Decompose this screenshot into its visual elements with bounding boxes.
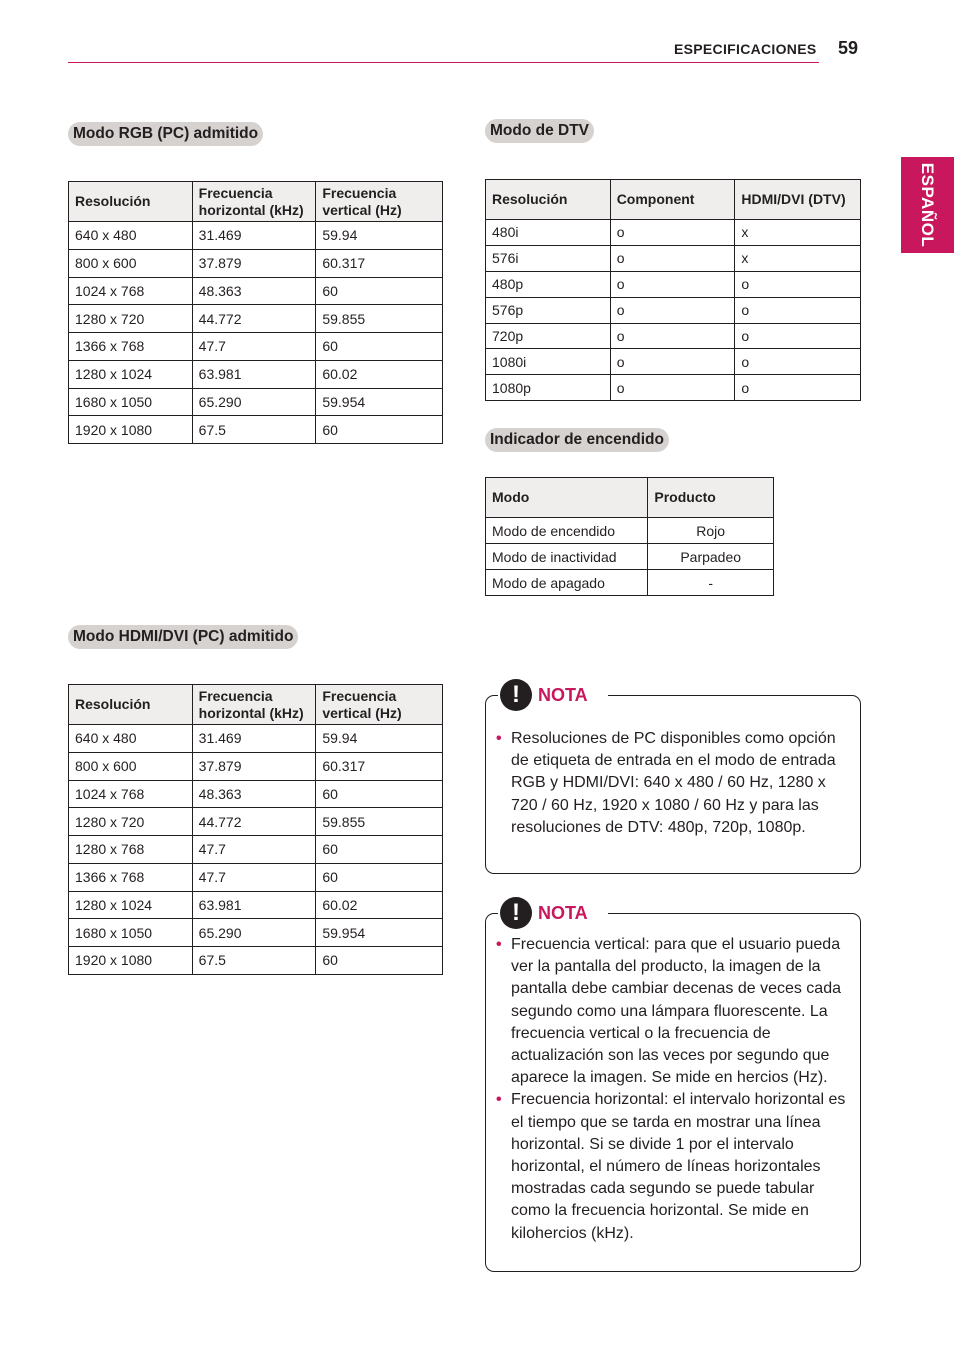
note-label: NOTA <box>538 903 588 923</box>
table-row <box>486 544 774 570</box>
column-header: Modo <box>486 478 648 518</box>
table-row <box>69 863 443 891</box>
table-cell: 59.94 <box>316 725 443 753</box>
table-cell: 60 <box>316 277 443 305</box>
table-cell: 65.290 <box>192 388 316 416</box>
note-item: • Resoluciones de PC disponibles como opción de etiqueta de entrada en el modo de entrada RGB y HDMI/DVI: 640 x 480 / 60 Hz, 1280 x 720 / 60 Hz, 1920 x 1080 / 60 Hz y para las resoluciones de DTV: 480p, 720p, 1080p. <box>496 730 836 836</box>
table-cell: o <box>610 375 735 401</box>
table-cell: 60 <box>316 416 443 444</box>
column-header: Frecuencia vertical (Hz) <box>316 685 443 725</box>
table-cell: o <box>610 220 735 246</box>
table-cell: 1280 x 1024 <box>69 360 193 388</box>
table-header-row <box>486 478 774 518</box>
column-header: Producto <box>648 478 774 518</box>
header-rule <box>68 62 819 63</box>
column-header: HDMI/DVI (DTV) <box>735 180 861 220</box>
hdmi-table <box>68 684 443 975</box>
table-cell: 1920 x 1080 <box>69 947 193 975</box>
table-row <box>69 333 443 361</box>
table-cell: 67.5 <box>192 947 316 975</box>
table-row <box>486 271 861 297</box>
note-list <box>496 728 846 839</box>
table-cell: 1280 x 720 <box>69 305 193 333</box>
table-cell: Parpadeo <box>648 544 774 570</box>
table-row <box>69 416 443 444</box>
power-table <box>485 477 774 596</box>
table-cell: 1024 x 768 <box>69 277 193 305</box>
table-cell: o <box>610 271 735 297</box>
rgb-table-body <box>69 222 443 444</box>
table-row <box>486 323 861 349</box>
table-row <box>69 780 443 808</box>
table-cell: o <box>735 349 861 375</box>
table-cell: 60.317 <box>316 752 443 780</box>
table-cell: 48.363 <box>192 277 316 305</box>
table-row <box>69 360 443 388</box>
table-cell: 60 <box>316 780 443 808</box>
table-cell: 65.290 <box>192 919 316 947</box>
table-row <box>486 245 861 271</box>
table-cell: x <box>735 245 861 271</box>
note-label: NOTA <box>538 685 588 705</box>
table-cell: 1080p <box>486 375 611 401</box>
table-row <box>69 808 443 836</box>
table-header-row <box>486 180 861 220</box>
exclamation-icon: ! <box>500 679 532 711</box>
table-cell: Modo de apagado <box>486 570 648 596</box>
table-row <box>69 752 443 780</box>
table-cell: o <box>735 297 861 323</box>
note-heading <box>498 677 608 713</box>
table-cell: 63.981 <box>192 891 316 919</box>
table-cell: 480p <box>486 271 611 297</box>
note-item: • Frecuencia vertical: para que el usuario pueda ver la pantalla del producto, la imagen de la pantalla debe cambiar decenas de veces cada segundo como una lámpara fluorescente. La frecuencia vertical o la frecuencia de actualización son las veces por segundo que aparece la imagen. Se mide en hercios (Hz). <box>496 936 841 1087</box>
table-cell: 576p <box>486 297 611 323</box>
dtv-table <box>485 179 861 401</box>
rgb-section-title: Modo RGB (PC) admitido <box>68 122 263 146</box>
table-row <box>69 919 443 947</box>
dtv-table-body <box>486 220 861 401</box>
table-cell: 47.7 <box>192 863 316 891</box>
table-header-row <box>69 685 443 725</box>
table-row <box>69 388 443 416</box>
table-cell: 60.317 <box>316 249 443 277</box>
note-item: • Frecuencia horizontal: el intervalo horizontal es el tiempo que se tarda en mostrar una línea horizontal. Si se divide 1 por el intervalo horizontal, el número de líneas horizontales mostradas cada segundo se puede tabular como la frecuencia horizontal. Se mide en kilohercios (kHz). <box>496 1091 846 1242</box>
table-cell: 60 <box>316 333 443 361</box>
column-header: Frecuencia vertical (Hz) <box>316 182 443 222</box>
table-cell: 1680 x 1050 <box>69 919 193 947</box>
table-cell: 800 x 600 <box>69 249 193 277</box>
column-header: Resolución <box>486 180 611 220</box>
table-cell: 1366 x 768 <box>69 863 193 891</box>
table-cell: 640 x 480 <box>69 222 193 250</box>
bullet-icon: • <box>496 1091 502 1109</box>
table-cell: 60 <box>316 947 443 975</box>
table-cell: 59.855 <box>316 808 443 836</box>
hdmi-section-title: Modo HDMI/DVI (PC) admitido <box>68 625 298 649</box>
column-header: Resolución <box>69 685 193 725</box>
table-row <box>69 305 443 333</box>
table-cell: Modo de inactividad <box>486 544 648 570</box>
table-row <box>486 518 774 544</box>
table-cell: 59.94 <box>316 222 443 250</box>
table-cell: 1024 x 768 <box>69 780 193 808</box>
bullet-icon: • <box>496 730 502 747</box>
table-row <box>486 297 861 323</box>
table-cell: 1280 x 720 <box>69 808 193 836</box>
table-cell: o <box>735 271 861 297</box>
table-cell: 1680 x 1050 <box>69 388 193 416</box>
table-cell: o <box>610 297 735 323</box>
table-cell: 1366 x 768 <box>69 333 193 361</box>
table-cell: 1920 x 1080 <box>69 416 193 444</box>
table-cell: 31.469 <box>192 222 316 250</box>
table-cell: 59.855 <box>316 305 443 333</box>
bullet-icon: • <box>496 936 502 953</box>
table-cell: o <box>610 245 735 271</box>
table-cell: 480i <box>486 220 611 246</box>
table-cell: 44.772 <box>192 305 316 333</box>
table-cell: 67.5 <box>192 416 316 444</box>
note-box <box>485 913 861 1272</box>
table-cell: 720p <box>486 323 611 349</box>
table-cell: 37.879 <box>192 249 316 277</box>
table-cell: o <box>735 375 861 401</box>
table-row <box>69 725 443 753</box>
table-row <box>69 277 443 305</box>
column-header: Component <box>610 180 735 220</box>
table-cell: 1280 x 1024 <box>69 891 193 919</box>
note-box <box>485 695 861 874</box>
column-header: Resolución <box>69 182 193 222</box>
table-cell: 37.879 <box>192 752 316 780</box>
table-cell: 1080i <box>486 349 611 375</box>
hdmi-table-body <box>69 725 443 975</box>
table-header-row <box>69 182 443 222</box>
table-row <box>69 891 443 919</box>
power-table-body <box>486 518 774 596</box>
table-cell: 800 x 600 <box>69 752 193 780</box>
table-cell: 60 <box>316 863 443 891</box>
table-cell: 47.7 <box>192 836 316 864</box>
exclamation-icon: ! <box>500 897 532 929</box>
table-row <box>486 570 774 596</box>
language-tab <box>901 157 954 253</box>
note-list <box>496 934 846 1245</box>
table-row <box>486 375 861 401</box>
table-cell: o <box>610 349 735 375</box>
table-cell: 31.469 <box>192 725 316 753</box>
table-row <box>69 222 443 250</box>
table-cell: o <box>735 323 861 349</box>
table-cell: 48.363 <box>192 780 316 808</box>
section-title: ESPECIFICACIONES <box>674 41 817 57</box>
rgb-table <box>68 181 443 444</box>
table-cell: 59.954 <box>316 388 443 416</box>
page-number: 59 <box>838 38 859 58</box>
table-cell: 63.981 <box>192 360 316 388</box>
table-cell: 576i <box>486 245 611 271</box>
column-header: Frecuencia horizontal (kHz) <box>192 685 316 725</box>
table-row <box>486 349 861 375</box>
table-cell: 60.02 <box>316 360 443 388</box>
table-row <box>69 249 443 277</box>
table-row <box>69 836 443 864</box>
table-cell: - <box>648 570 774 596</box>
table-cell: Modo de encendido <box>486 518 648 544</box>
table-cell: Rojo <box>648 518 774 544</box>
table-row <box>486 220 861 246</box>
table-cell: 640 x 480 <box>69 725 193 753</box>
table-cell: 1280 x 768 <box>69 836 193 864</box>
column-header: Frecuencia horizontal (kHz) <box>192 182 316 222</box>
table-cell: o <box>610 323 735 349</box>
power-section-title: Indicador de encendido <box>485 428 669 452</box>
table-cell: 44.772 <box>192 808 316 836</box>
table-cell: 60.02 <box>316 891 443 919</box>
table-cell: 59.954 <box>316 919 443 947</box>
table-cell: 47.7 <box>192 333 316 361</box>
table-row <box>69 947 443 975</box>
table-cell: 60 <box>316 836 443 864</box>
note-heading <box>498 895 608 931</box>
dtv-section-title: Modo de DTV <box>485 119 594 143</box>
table-cell: x <box>735 220 861 246</box>
language-tab-label: ESPAÑOL <box>918 162 937 248</box>
